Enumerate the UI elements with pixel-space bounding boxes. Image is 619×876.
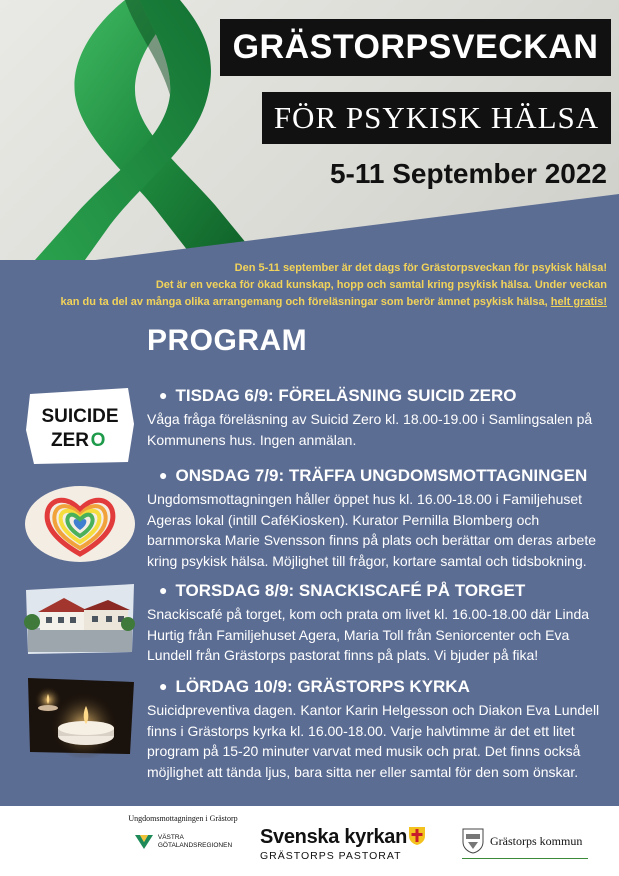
kommun-crest-icon — [462, 828, 484, 854]
svenska-kyrkan-name: Svenska kyrkan — [260, 826, 408, 848]
vgr-line-2: GÖTALANDSREGIONEN — [157, 842, 233, 849]
title-bar-2: FÖR PSYKISK HÄLSA — [262, 92, 611, 144]
event-tuesday — [147, 384, 609, 450]
event-body: Suicidpreventiva dagen. Kantor Karin Helgesson och Diakon Eva Lundell finns i Grästorps kyrka kl. 16.00-18.00. Varje halvtimme är det ett litet program på 15-20 minuter varvat med musik och prat. Det finns också möjlighet att tända ljus, bara sitta ner eller samtal för den som önskar. — [147, 702, 600, 780]
bullet-icon: ● — [159, 678, 168, 694]
intro-line-2: Det är en vecka för ökad kunskap, hopp och samtal kring psykisk hälsa. Under veckan — [155, 279, 607, 291]
event-saturday — [147, 675, 609, 782]
event-title — [147, 675, 609, 698]
intro-text — [6, 260, 607, 311]
event-title-text: TISDAG 6/9: FÖRELÄSNING SUICID ZERO — [175, 386, 517, 405]
suicide-zero-line2: ZER — [51, 430, 89, 451]
event-date: 5-11 September 2022 — [329, 158, 607, 189]
bullet-icon: ● — [159, 582, 168, 598]
kommun-underline — [462, 858, 588, 859]
event-thursday — [147, 579, 609, 666]
vgr-icon — [134, 833, 154, 851]
vgr-logo — [108, 833, 258, 851]
intro-line-3 — [6, 294, 607, 311]
event-title — [147, 579, 609, 602]
candles-image — [24, 674, 136, 758]
town-square-image — [24, 582, 136, 656]
kommun-name: Grästorps kommun — [490, 833, 583, 848]
event-body: Våga fråga föreläsning av Suicid Zero kl. 18.00-19.00 i Samlingsalen på Kommunens hus. Ingen anmälan. — [147, 411, 593, 448]
vgr-line-1: VÄSTRA — [157, 834, 184, 841]
suicide-zero-o: O — [90, 430, 106, 451]
free-link[interactable]: helt gratis! — [550, 296, 607, 308]
rainbow-heart-image — [24, 484, 136, 564]
event-wednesday — [147, 464, 609, 571]
event-title-text: LÖRDAG 10/9: GRÄSTORPS KYRKA — [175, 677, 470, 696]
program-heading: PROGRAM — [147, 324, 308, 357]
title-bar-1: GRÄSTORPSVECKAN — [220, 19, 611, 76]
intro-line-3-text: kan du ta del av många olika arrangemang och föreläsningar som berör ämnet psykisk hälsa, — [60, 296, 551, 308]
ungdomsmottagningen-logo — [108, 814, 258, 851]
event-title-text: ONSDAG 7/9: TRÄFFA UNGDOMSMOTTAGNINGEN — [175, 466, 588, 485]
event-title-text: TORSDAG 8/9: SNACKISCAFÉ PÅ TORGET — [175, 581, 526, 600]
event-title — [147, 464, 609, 487]
intro-line-1: Den 5-11 september är det dags för Grästorpsveckan för psykisk hälsa! — [234, 262, 607, 274]
ungdom-label: Ungdomsmottagningen i Grästorp — [128, 814, 238, 823]
pastorat-name: GRÄSTORPS PASTORAT — [260, 850, 402, 862]
event-body: Ungdomsmottagningen håller öppet hus kl. 16.00-18.00 i Familjehuset Ageras lokal (intill CaféKiosken). Kurator Pernilla Blomberg och barnmorska Marie Svensson finns på plats och berättar om deras arbete kring psykisk hälsa. Möjlighet till frågor, kortare samtal och tidsbokning. — [147, 491, 597, 569]
grastorps-kommun-logo — [462, 828, 582, 854]
bullet-icon: ● — [159, 467, 168, 483]
bullet-icon: ● — [159, 387, 168, 403]
event-title — [147, 384, 609, 407]
event-body: Snackiscafé på torget, kom och prata om livet kl. 16.00-18.00 där Linda Hurtig från Familjehuset Agera, Maria Toll från Seniorcenter och Eva Lundell från Grästorps pastorat finns på plats. Vi bjuder på fika! — [147, 606, 590, 663]
suicide-zero-line1: SUICIDE — [41, 406, 119, 427]
church-cross-icon — [408, 826, 426, 846]
suicide-zero-logo — [24, 384, 136, 468]
svenska-kyrkan-logo — [260, 826, 407, 862]
